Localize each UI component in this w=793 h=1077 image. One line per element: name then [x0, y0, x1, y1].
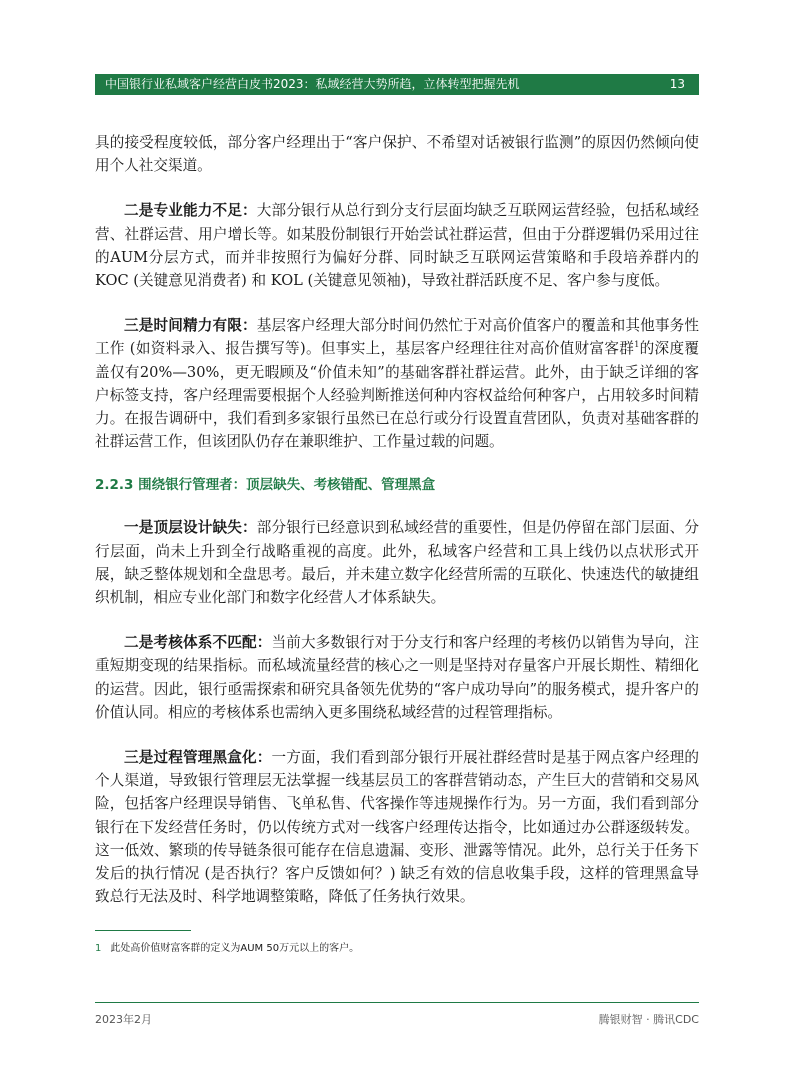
footnote-number: 1: [95, 943, 102, 954]
footnote-divider: [95, 930, 191, 931]
paragraph-lead: 三是时间精力有限：: [124, 317, 257, 335]
section-heading: 2.2.3 围绕银行管理者：顶层缺失、考核错配、管理黑盒: [95, 477, 436, 494]
paragraph-text: 基层客户经理大部分时间仍然忙于对高价值客户的覆盖和其他事务性工作 (如资料录入、报告撰写等)。但事实上，基层客户经理往往对高价值财富客群: [95, 317, 699, 358]
paragraph-text: 当前大多数银行对于分支行和客户经理的考核仍以销售为导向，注重短期变现的结果指标。而私域流量经营的核心之一则是坚持对存量客户开展长期性、精细化的运营。因此，银行亟需探索和研究具备领先优势的“客户成功导向”的服务模式，提升客户的价值认同。相应的考核体系也需纳入更多围绕私域经营的过程管理指标。: [95, 634, 699, 721]
paragraph-lead: 二是专业能力不足：: [124, 202, 257, 220]
paragraph-time-limited: [95, 314, 699, 453]
paragraph-professional-ability: [95, 199, 699, 292]
paragraph-process-blackbox: [95, 746, 699, 908]
footer-date: 2023年2月: [95, 1013, 152, 1026]
paragraph-text: 的深度覆盖仅有20%—30%，更无暇顾及“价值未知”的基础客群社群运营。此外，由于缺乏详细的客户标签支持，客户经理需要根据个人经验判断推送何种内容权益给何种客户，占用较多时间精力。在报告调研中，我们看到多家银行虽然已在总行或分行设置直营团队，负责对基础客群的社群运营工作，但该团队仍存在兼职维护、工作量过载的问题。: [95, 340, 699, 451]
footnote-text: 此处高价值财富客群的定义为AUM 50万元以上的客户。: [110, 943, 360, 954]
page-number: 13: [669, 77, 685, 91]
main-content: [95, 131, 699, 930]
paragraph-top-design: [95, 516, 699, 609]
footnote: [95, 939, 359, 954]
paragraph-lead: 一是顶层设计缺失：: [124, 519, 257, 537]
page-header-bar: [95, 74, 699, 95]
paragraph-text: 一方面，我们看到部分银行开展社群经营时是基于网点客户经理的个人渠道，导致银行管理层无法掌握一线基层员工的客群营销动态，产生巨大的营销和交易风险，包括客户经理误导销售、飞单私售、代客操作等违规操作行为。另一方面，我们看到部分银行在下发经营任务时，仍以传统方式对一线客户经理传达指令，比如通过办公群逐级转发。这一低效、繁琐的传导链条很可能存在信息遗漏、变形、泄露等情况。此外，总行关于任务下发后的执行情况 (是否执行？客户反馈如何？) 缺乏有效的信息收集手段，这样的管理黑盒导致总行无法及时、科学地调整策略，降低了任务执行效果。: [95, 749, 699, 906]
paragraph-lead: 三是过程管理黑盒化：: [124, 749, 272, 767]
header-title: 中国银行业私域客户经营白皮书2023：私域经营大势所趋，立体转型把握先机: [105, 77, 520, 91]
paragraph-lead: 二是考核体系不匹配：: [124, 634, 272, 652]
paragraph-continuation: [95, 131, 699, 177]
footnote-reference[interactable]: 1: [634, 340, 640, 350]
paragraph-assessment-mismatch: [95, 631, 699, 724]
footer-brand: 腾银财智 · 腾讯CDC: [598, 1013, 699, 1026]
paragraph-text: 部分银行已经意识到私域经营的重要性，但是仍停留在部门层面、分行层面，尚未上升到全行战略重视的高度。此外，私域客户经营和工具上线仍以点状形式开展，缺乏整体规划和全盘思考。最后，并未建立数字化经营所需的互联化、快速迭代的敏捷组织机制，相应专业化部门和数字化经营人才体系缺失。: [95, 519, 699, 607]
paragraph-text: 大部分银行从总行到分支行层面均缺乏互联网运营经验，包括私域经营、社群运营、用户增长等。如某股份制银行开始尝试社群运营，但由于分群逻辑仍采用过往的AUM分层方式，而并非按照行为偏好分群、同时缺乏互联网运营策略和手段培养群内的 KOC (关键意见消费者) 和 KOL (关键意见领袖)，导致社群活跃度不足、客户参与度低。: [95, 202, 699, 290]
footer-divider: [95, 1002, 699, 1003]
paragraph-text: 具的接受程度较低，部分客户经理出于“客户保护、不希望对话被银行监测”的原因仍然倾向使用个人社交渠道。: [95, 134, 699, 175]
